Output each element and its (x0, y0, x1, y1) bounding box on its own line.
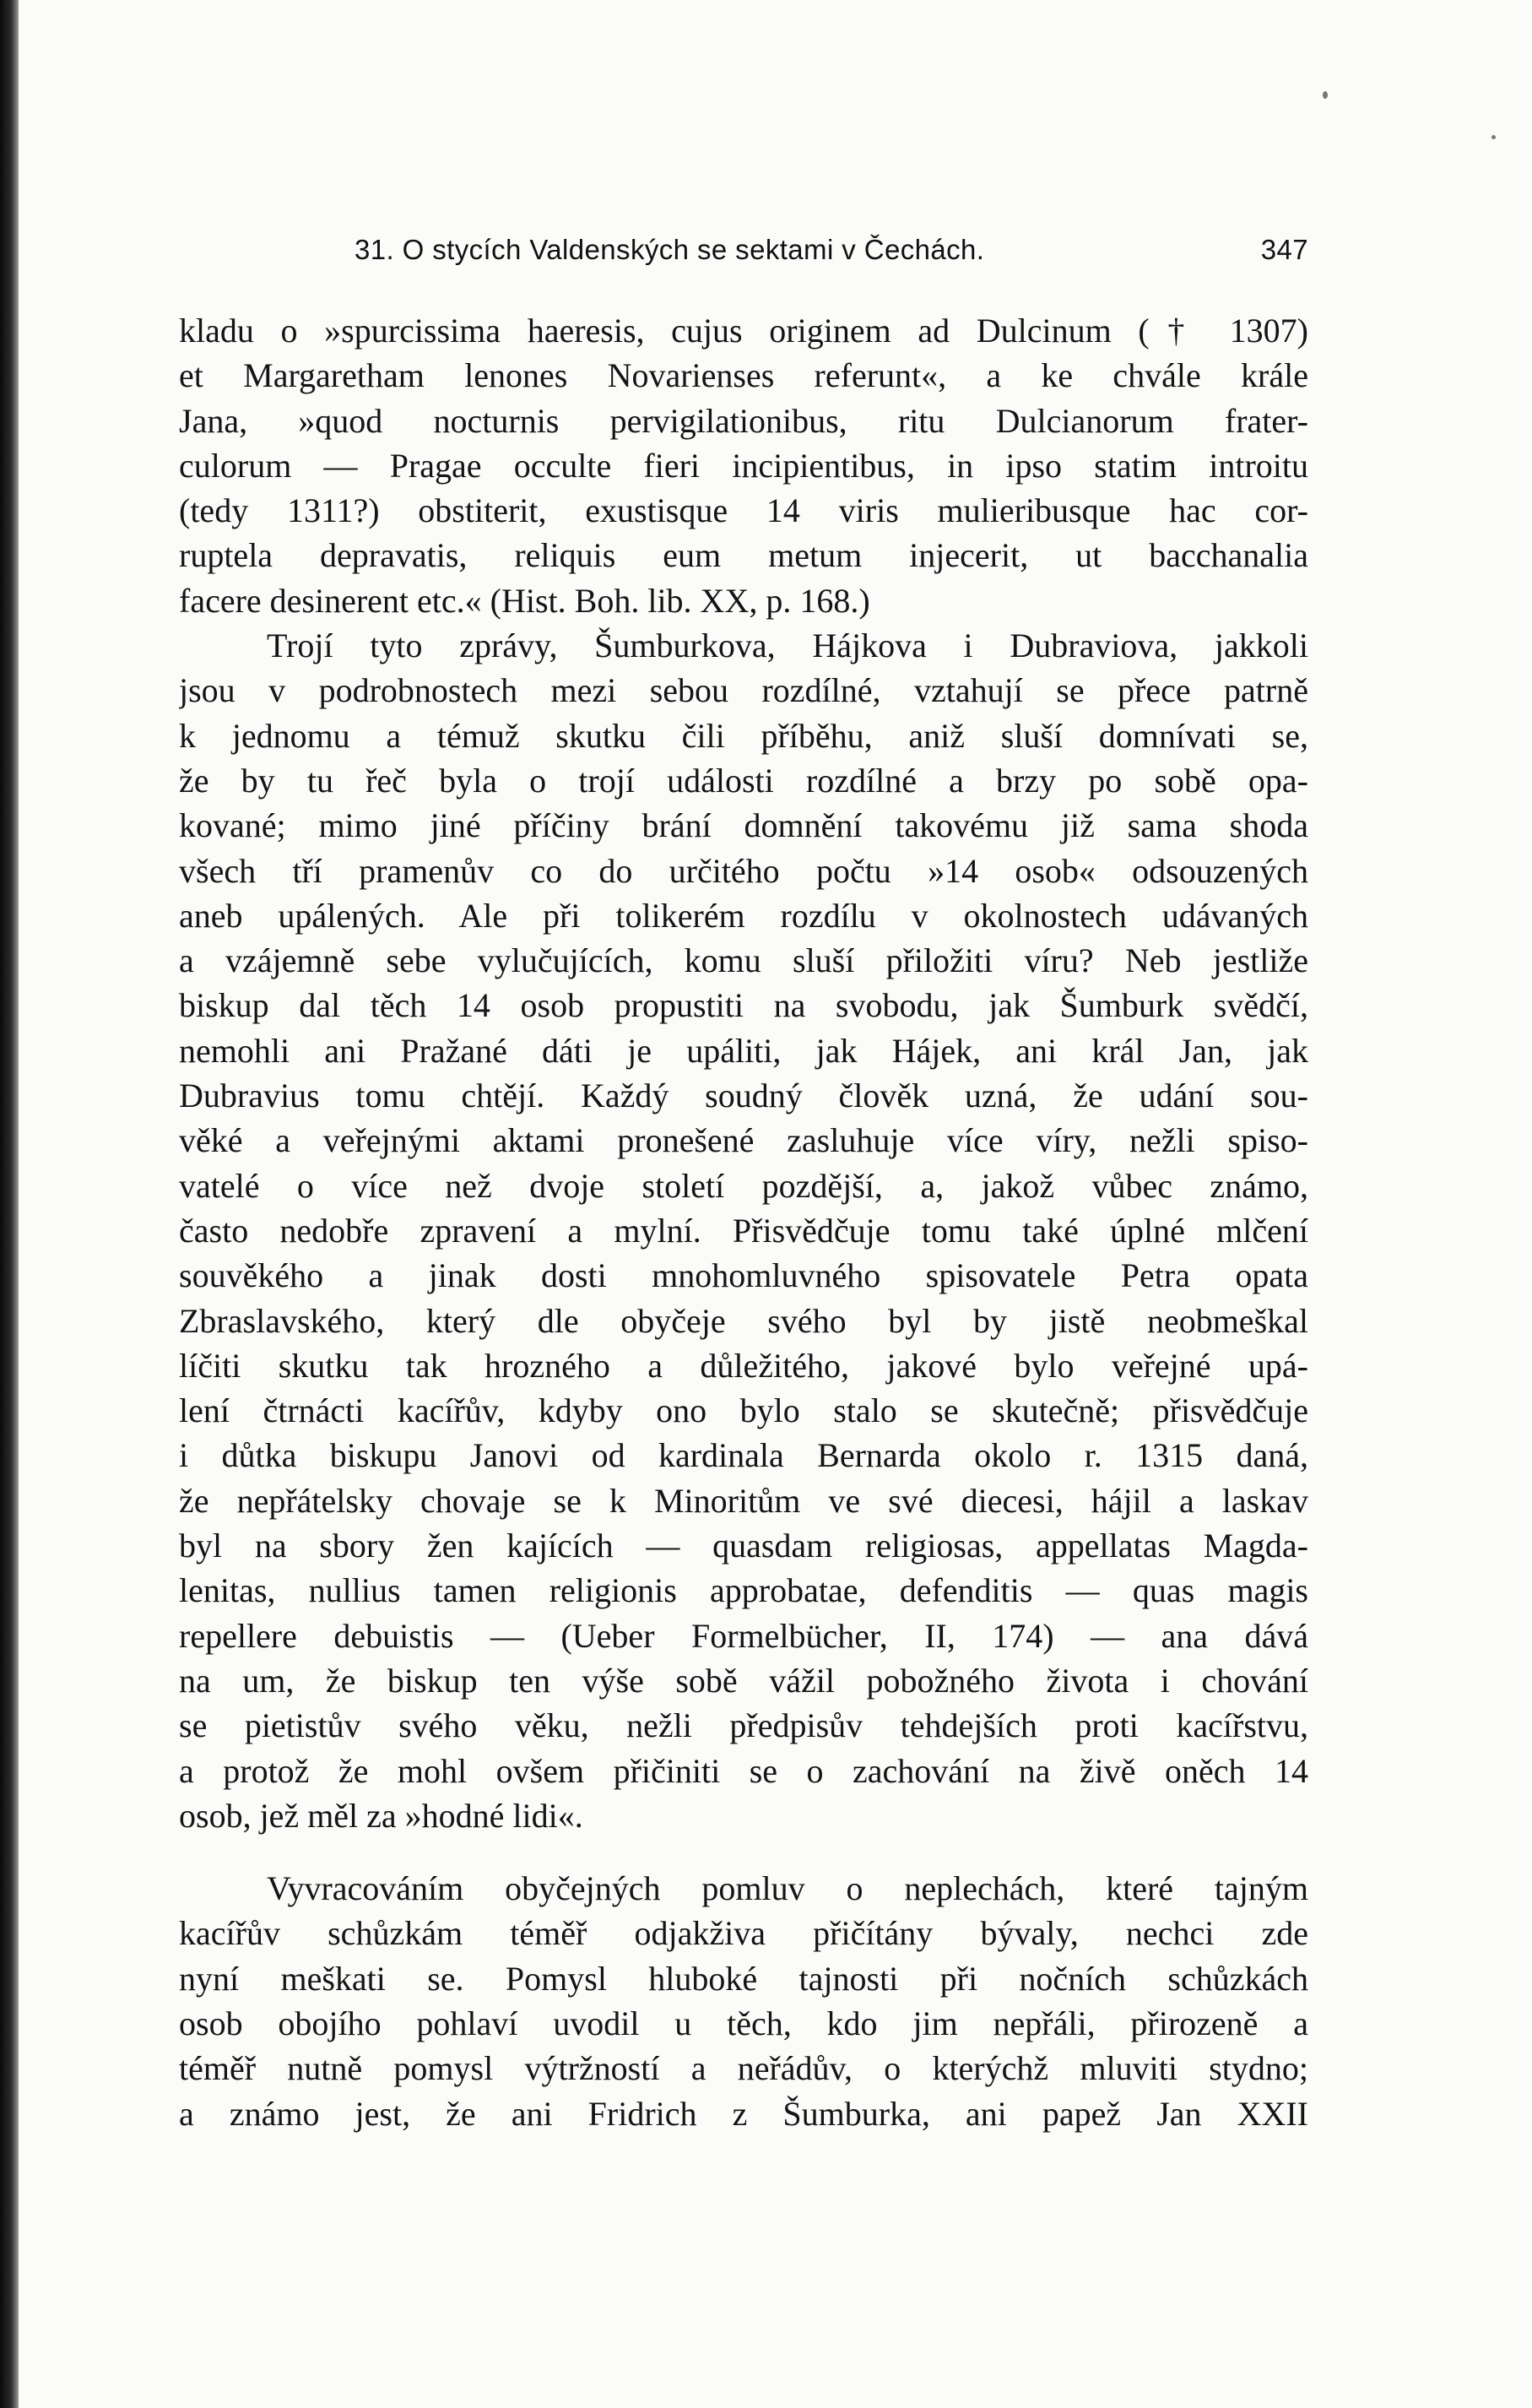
text-line: vatelé o více než dvoje století pozdější, a, jakož vůbec známo, (179, 1166, 1308, 1205)
text-line: Vyvracováním obyčejných pomluv o neplechách, které tajným (267, 1869, 1308, 1908)
text-line: že nepřátelsky chovaje se k Minoritům ve své diecesi, hájil a laskav (179, 1481, 1308, 1520)
text-line: a vzájemně sebe vylučujících, komu sluší přiložiti víru? Neb jestliže (179, 941, 1308, 980)
text-line: věké a veřejnými aktami pronešené zasluhuje více víry, nežli spiso- (179, 1121, 1308, 1160)
text-line: et Margaretham lenones Novarienses referunt«, a ke chvále krále (179, 356, 1308, 395)
text-line: i důtka biskupu Janovi od kardinala Bernarda okolo r. 1315 daná, (179, 1436, 1308, 1475)
text-line: všech tří pramenův co do určitého počtu »14 osob« odsouzených (179, 851, 1308, 890)
page-number: 347 (1260, 234, 1308, 265)
text-line: lení čtrnácti kacířův, kdyby ono bylo stalo se skutečně; přisvědčuje (179, 1391, 1308, 1430)
text-line: repellere debuistis — (Ueber Formelbücher, II, 174) — ana dává (179, 1616, 1308, 1655)
text-line: osob obojího pohlaví uvodil u těch, kdo jim nepřáli, přirozeně a (179, 2004, 1308, 2042)
text-line: kované; mimo jiné příčiny brání domnění takovému již sama shoda (179, 806, 1308, 845)
text-line: souvěkého a jinak dosti mnohomluvného spisovatele Petra opata (179, 1256, 1308, 1295)
text-line: často nedobře zpravení a mylní. Přisvědčuje tomu také úplné mlčení (179, 1211, 1308, 1250)
text-line: téměř nutně pomysl výtržností a neřádův, o kterýchž mluviti stydno; (179, 2049, 1308, 2088)
text-line: lenitas, nullius tamen religionis approbatae, defenditis — quas magis (179, 1571, 1308, 1610)
text-line: ruptela depravatis, reliquis eum metum injecerit, ut bacchanalia (179, 536, 1308, 575)
text-line: kladu o »spurcissima haeresis, cujus originem ad Dulcinum († 1307) (179, 312, 1308, 350)
page-body (179, 308, 1308, 2136)
text-line: nyní meškati se. Pomysl hluboké tajnosti při nočních schůzkách (179, 1959, 1308, 1998)
text-line: že by tu řeč byla o trojí události rozdílné a brzy po sobě opa- (179, 761, 1308, 800)
text-line: Dubravius tomu chtějí. Každý soudný člověk uzná, že udání sou- (179, 1077, 1308, 1115)
text-line: a protož že mohl ovšem přičiniti se o zachování na živě oněch 14 (179, 1751, 1308, 1790)
text-line: jsou v podrobnostech mezi sebou rozdílné, vztahují se přece patrně (179, 671, 1308, 710)
text-line: k jednomu a témuž skutku čili příběhu, aniž sluší domnívati se, (179, 716, 1308, 755)
text-line: Zbraslavského, který dle obyčeje svého byl by jistě neobmeškal (179, 1301, 1308, 1340)
scan-speck (1491, 135, 1496, 139)
text-line: líčiti skutku tak hrozného a důležitého, jakové bylo veřejné upá- (179, 1346, 1308, 1385)
text-line: na um, že biskup ten výše sobě vážil pobožného života i chování (179, 1661, 1308, 1700)
book-spine-shadow (0, 0, 19, 2408)
text-line: se pietistův svého věku, nežli předpisův tehdejších proti kacířstvu, (179, 1706, 1308, 1745)
text-line: (tedy 1311?) obstiterit, exustisque 14 viris mulieribusque hac cor- (179, 491, 1308, 530)
text-line: osob, jež měl za »hodné lidi«. (179, 1796, 583, 1835)
text-line: culorum — Pragae occulte fieri incipientibus, in ipso statim introitu (179, 446, 1308, 485)
text-line: kacířův schůzkám téměř odjakživa přičítány bývaly, nechci zde (179, 1914, 1308, 1953)
book-page (19, 0, 1532, 2408)
text-line: Jana, »quod nocturnis pervigilationibus, ritu Dulcianorum frater- (179, 401, 1308, 440)
text-line: Trojí tyto zprávy, Šumburkova, Hájkova i Dubraviova, jakkoli (267, 626, 1308, 665)
text-line: aneb upálených. Ale při tolikerém rozdílu v okolnostech udávaných (179, 896, 1308, 935)
scan-speck (1323, 91, 1328, 99)
text-line: biskup dal těch 14 osob propustiti na svobodu, jak Šumburk svědčí, (179, 986, 1308, 1025)
text-line: facere desinerent etc.« (Hist. Boh. lib. XX, p. 168.) (179, 581, 870, 620)
chapter-title: 31. O stycích Valdenských se sektami v Čechách. (355, 234, 985, 265)
running-head (355, 234, 1308, 276)
text-line: a známo jest, že ani Fridrich z Šumburka, ani papež Jan XXII (179, 2094, 1308, 2133)
text-line: nemohli ani Pražané dáti je upáliti, jak Hájek, ani král Jan, jak (179, 1031, 1308, 1070)
text-line: byl na sbory žen kajících — quasdam religiosas, appellatas Magda- (179, 1527, 1308, 1565)
paragraph-gap (179, 1838, 1308, 1866)
